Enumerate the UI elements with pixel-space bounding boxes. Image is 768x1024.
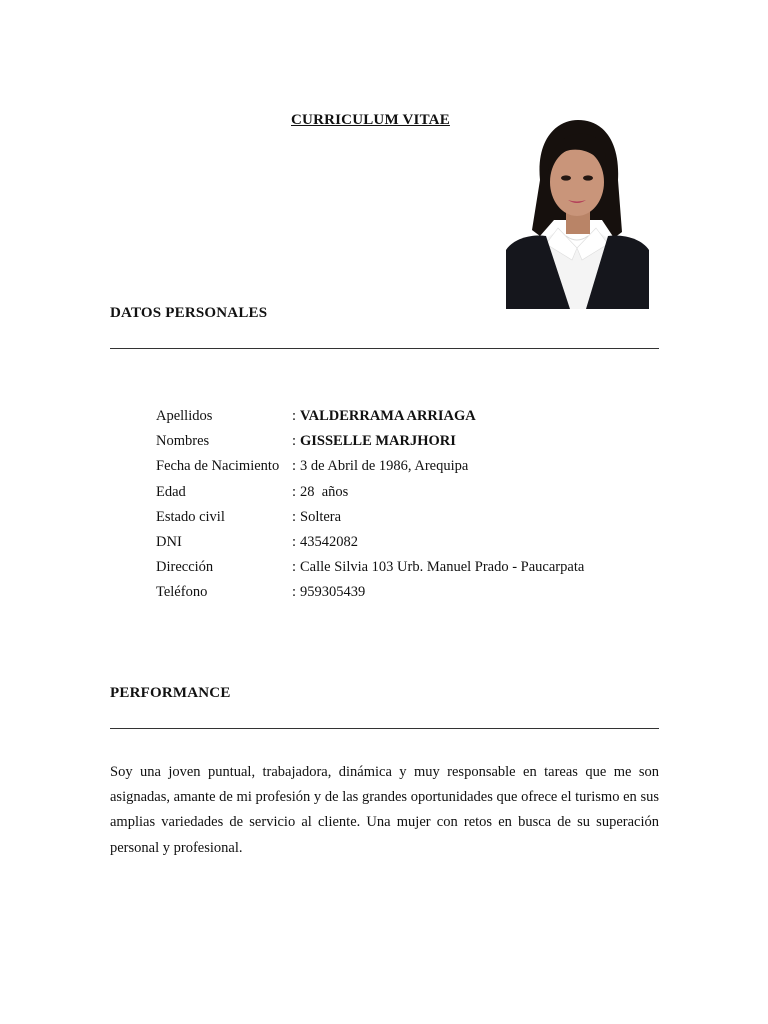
field-label: Nombres <box>156 433 210 450</box>
field-separator: : <box>292 559 297 576</box>
personal-data-row <box>156 454 584 479</box>
field-separator: : <box>292 433 297 450</box>
personal-data-row <box>156 530 584 555</box>
personal-data-table <box>156 404 584 606</box>
field-label: Edad <box>156 483 186 500</box>
field-label: DNI <box>156 534 182 551</box>
field-label: Apellidos <box>156 408 213 425</box>
profile-photo <box>506 110 649 309</box>
field-value: Calle Silvia 103 Urb. Manuel Prado - Paucarpata <box>300 559 585 576</box>
document-title: CURRICULUM VITAE <box>291 112 450 128</box>
field-value: 28 años <box>300 483 349 500</box>
section-heading-datos-personales: DATOS PERSONALES <box>110 305 268 321</box>
field-separator: : <box>292 534 297 551</box>
section-divider <box>110 728 659 729</box>
personal-data-row <box>156 404 584 429</box>
field-value: 43542082 <box>300 534 358 551</box>
field-label: Estado civil <box>156 508 225 525</box>
field-value: 3 de Abril de 1986, Arequipa <box>300 458 469 475</box>
field-label: Fecha de Nacimiento <box>156 458 280 475</box>
personal-data-row <box>156 580 584 605</box>
field-value: Soltera <box>300 508 342 525</box>
section-heading-performance: PERFORMANCE <box>110 685 231 701</box>
field-value: GISSELLE MARJHORI <box>300 433 456 450</box>
performance-paragraph: Soy una joven puntual, trabajadora, dinámica y muy responsable en tareas que me son asignadas, amante de mi profesión y de las grandes oportunidades que ofrece el turismo en sus amplias variedades de servicio al cliente. Una mujer con retos en busca de su superación personal y profesional. <box>110 764 659 856</box>
field-separator: : <box>292 458 297 475</box>
field-label: Dirección <box>156 559 214 576</box>
personal-data-row <box>156 429 584 454</box>
personal-data-row <box>156 505 584 530</box>
personal-data-row <box>156 480 584 505</box>
field-label: Teléfono <box>156 584 208 601</box>
field-value: 959305439 <box>300 584 366 601</box>
field-separator: : <box>292 483 297 500</box>
field-separator: : <box>292 584 297 601</box>
section-divider <box>110 348 659 349</box>
field-value: VALDERRAMA ARRIAGA <box>300 408 476 425</box>
field-separator: : <box>292 408 297 425</box>
field-separator: : <box>292 508 297 525</box>
personal-data-row <box>156 555 584 580</box>
